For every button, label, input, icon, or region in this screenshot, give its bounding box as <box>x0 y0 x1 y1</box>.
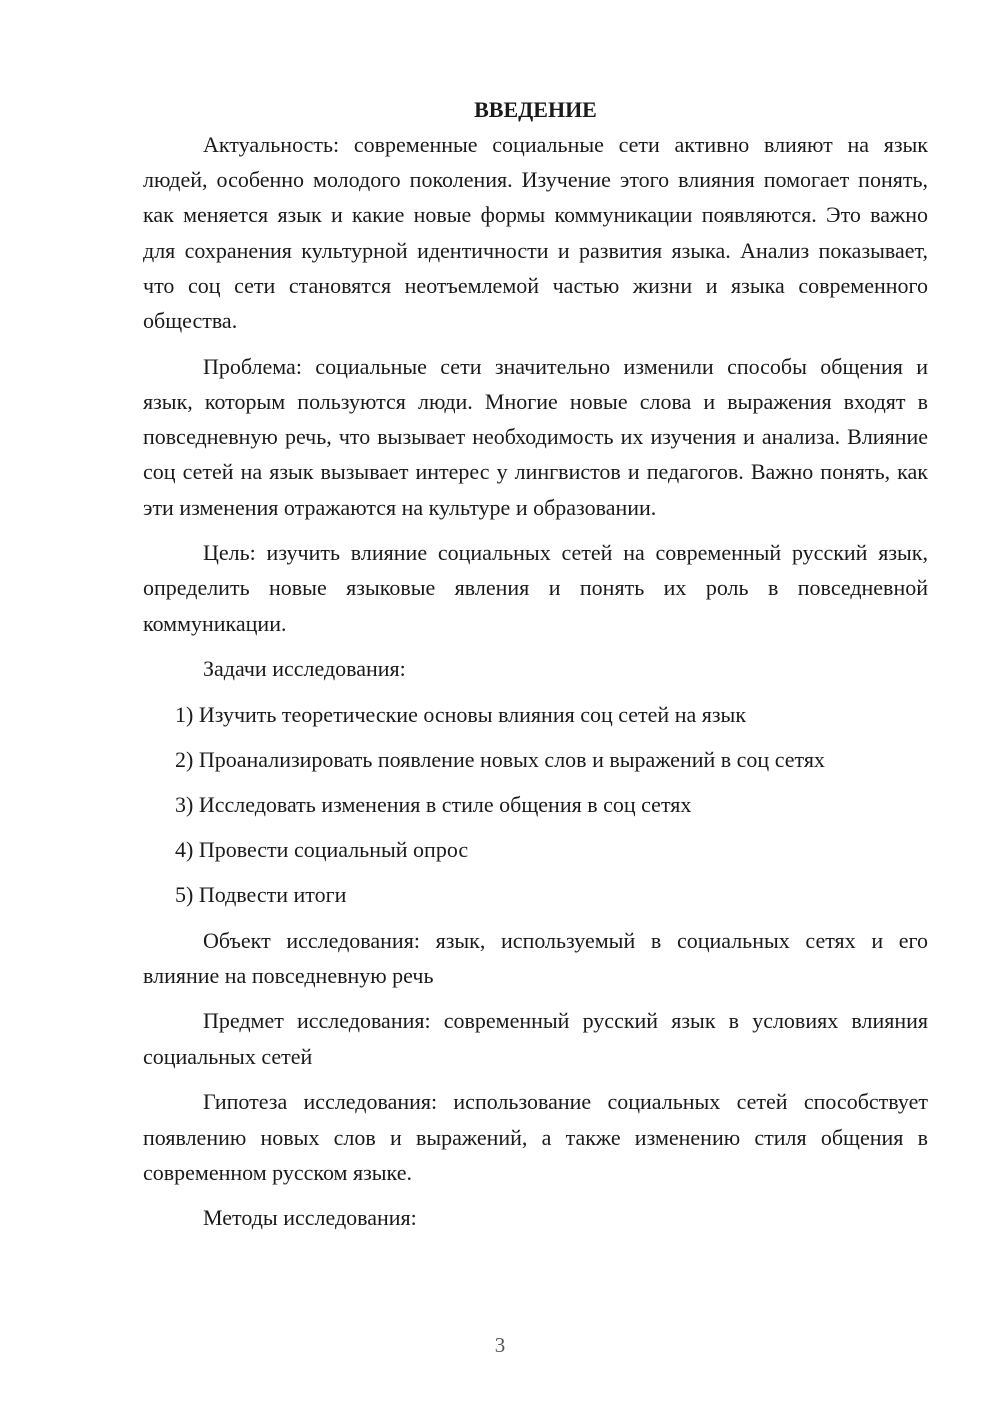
list-item: 2) Проанализировать появление новых слов и выражений в соц сетях <box>175 746 825 772</box>
document-title: ВВЕДЕНИЕ <box>474 97 597 122</box>
paragraph-relevance: Актуальность: современные социальные сети активно влияют на язык людей, особенно молодого поколения. Изучение этого влияния помогает понять, как меняется язык и какие новые формы коммуникации появляются. Это важно для сохранения культурной идентичности и развития языка. Анализ показывает, что соц сети становятся неотъемлемой частью жизни и языка современного общества. <box>143 132 928 334</box>
tasks-list <box>143 697 928 913</box>
paragraph-hypothesis: Гипотеза исследования: использование социальных сетей способствует появлению новых слов и выражений, а также изменению стиля общения в современном русском языке. <box>143 1089 928 1185</box>
page-number: 3 <box>494 1333 506 1357</box>
list-item: 4) Провести социальный опрос <box>175 837 469 863</box>
methods-heading: Методы исследования: <box>203 1205 417 1231</box>
tasks-heading: Задачи исследования: <box>203 656 406 682</box>
paragraph-problem: Проблема: социальные сети значительно изменили способы общения и язык, которым пользуются люди. Многие новые слова и выражения входят в повседневную речь, что вызывает необходимость их изучения и анализа. Влияние соц сетей на язык вызывает интерес у лингвистов и педагогов. Важно понять, как эти изменения отражаются на культуре и образовании. <box>143 353 928 520</box>
list-item: 1) Изучить теоретические основы влияния соц сетей на язык <box>175 701 747 727</box>
list-item: 3) Исследовать изменения в стиле общения в соц сетях <box>175 791 692 817</box>
paragraph-subject: Предмет исследования: современный русский язык в условиях влияния социальных сетей <box>143 1008 928 1069</box>
document-page <box>143 92 928 1246</box>
paragraph-object: Объект исследования: язык, используемый в социальных сетях и его влияние на повседневную речь <box>143 927 928 988</box>
paragraph-goal: Цель: изучить влияние социальных сетей на современный русский язык, определить новые языковые явления и понять их роль в повседневной коммуникации. <box>143 540 928 636</box>
list-item: 5) Подвести итоги <box>175 882 347 908</box>
